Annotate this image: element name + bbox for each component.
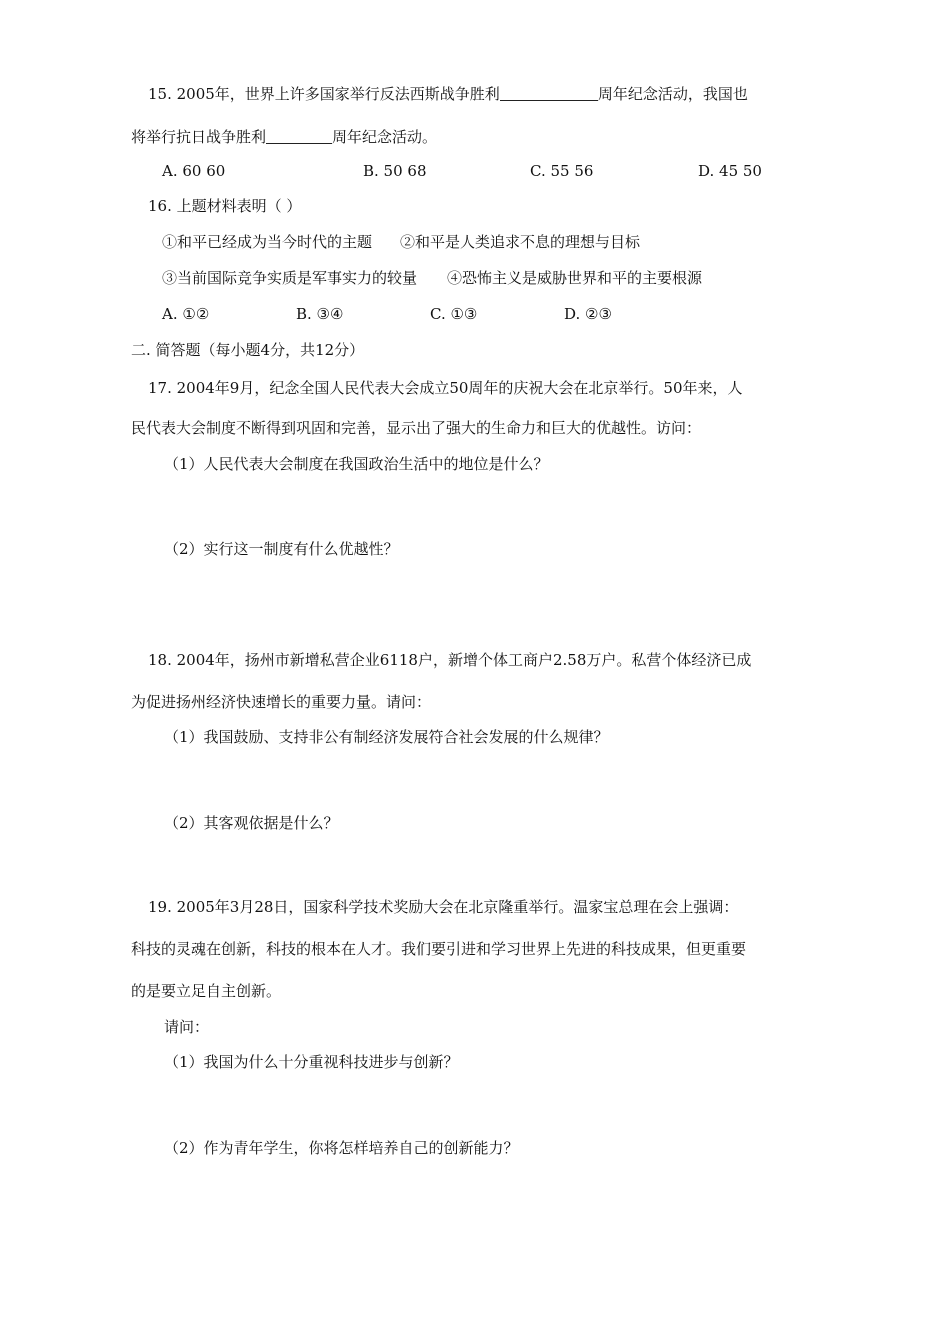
q18-subquestion-1: （1）我国鼓励、支持非公有制经济发展符合社会发展的什么规律？ — [164, 728, 609, 746]
q15-option-a: A. 60 60 — [162, 162, 226, 180]
q16-option-d: D. ②③ — [564, 305, 612, 323]
q19-line-1: 19. 2005年3月28日，国家科学技术奖励大会在北京隆重举行。温家宝总理在会上强调： — [148, 898, 739, 916]
q15-line-2 — [131, 127, 437, 147]
q16-stem: 16. 上题材料表明（ ） — [148, 197, 302, 215]
q19-subquestion-2: （2）作为青年学生，你将怎样培养自己的创新能力？ — [164, 1139, 519, 1157]
q16-option-a: A. ①② — [162, 305, 210, 323]
q16-statement-4: ④恐怖主义是威胁世界和平的主要根源 — [447, 269, 703, 287]
section-2-heading: 二. 简答题（每小题4分，共12分） — [131, 341, 365, 359]
q17-subquestion-1: （1）人民代表大会制度在我国政治生活中的地位是什么？ — [164, 455, 549, 473]
q19-line-3: 的是要立足自主创新。 — [131, 982, 282, 1000]
q17-line-2: 民代表大会制度不断得到巩固和完善，显示出了强大的生命力和巨大的优越性。访问： — [131, 419, 702, 437]
q16-options — [162, 304, 662, 324]
q15-text-a: 15. 2005年，世界上许多国家举行反法西斯战争胜利 — [148, 85, 500, 103]
q18-subquestion-2: （2）其客观依据是什么？ — [164, 814, 339, 832]
q17-subquestion-2: （2）实行这一制度有什么优越性？ — [164, 540, 399, 558]
q15-blank-2 — [266, 127, 332, 144]
q16-statements-row-1 — [162, 232, 640, 252]
q16-statement-3: ③当前国际竞争实质是军事实力的较量 — [162, 269, 418, 287]
q16-statements-row-2 — [162, 268, 702, 288]
q15-text-b: 周年纪念活动，我国也 — [597, 85, 748, 103]
q18-line-2: 为促进扬州经济快速增长的重要力量。请问： — [131, 693, 432, 711]
q19-line-2: 科技的灵魂在创新，科技的根本在人才。我们要引进和学习世界上先进的科技成果，但更重要 — [131, 940, 747, 958]
q15-text-d: 周年纪念活动。 — [332, 128, 438, 146]
q16-option-b: B. ③④ — [296, 305, 344, 323]
q15-option-d: D. 45 50 — [698, 162, 762, 180]
q15-options — [162, 161, 822, 181]
q15-text-c: 将举行抗日战争胜利 — [131, 128, 267, 146]
q15-line-1 — [148, 84, 748, 104]
q18-line-1: 18. 2004年，扬州市新增私营企业6118户，新增个体工商户2.58万户。私营个体经济已成 — [148, 651, 752, 669]
q15-option-b: B. 50 68 — [363, 162, 427, 180]
q19-ask: 请问： — [164, 1018, 210, 1036]
q15-option-c: C. 55 56 — [530, 162, 594, 180]
q15-blank-1 — [500, 84, 598, 101]
q19-subquestion-1: （1）我国为什么十分重视科技进步与创新？ — [164, 1053, 459, 1071]
q16-option-c: C. ①③ — [430, 305, 478, 323]
q16-statement-1: ①和平已经成为当今时代的主题 — [162, 233, 373, 251]
q16-statement-2: ②和平是人类追求不息的理想与目标 — [400, 233, 641, 251]
q17-line-1: 17. 2004年9月，纪念全国人民代表大会成立50周年的庆祝大会在北京举行。50年来，人 — [148, 379, 743, 397]
